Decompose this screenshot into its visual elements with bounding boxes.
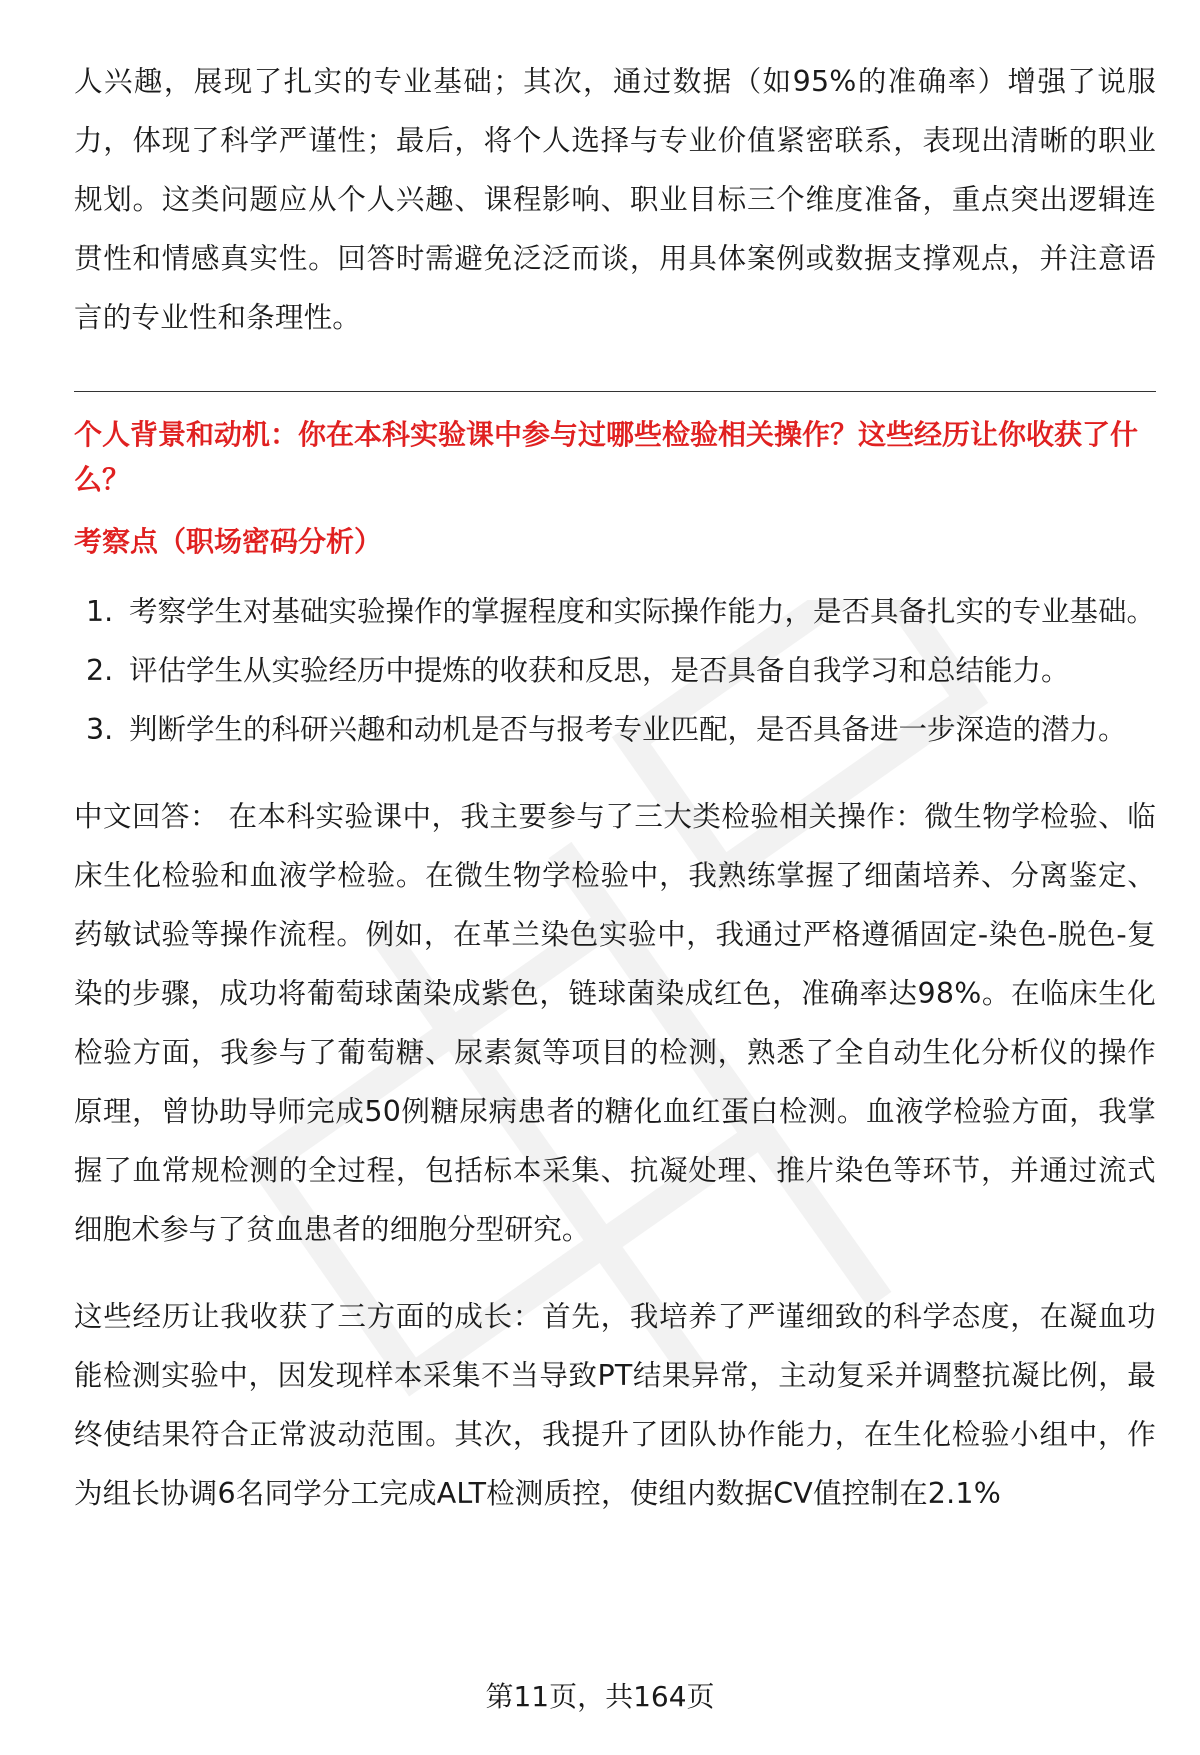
list-item-number: 2. <box>86 654 114 687</box>
answer-paragraph-1: 中文回答： 在本科实验课中，我主要参与了三大类检验相关操作：微生物学检验、临床生化检验和血液学检验。在微生物学检验中，我熟练掌握了细菌培养、分离鉴定、药敏试验等操作流程。例如，在革兰染色实验中，我通过严格遵循固定-染色-脱色-复染的步骤，成功将葡萄球菌染成紫色，链球菌染成红色，准确率达98%。在临床生化检验方面，我参与了葡萄糖、尿素氮等项目的检测，熟悉了全自动生化分析仪的操作原理，曾协助导师完成50例糖尿病患者的糖化血红蛋白检测。血液学检验方面，我掌握了血常规检测的全过程，包括标本采集、抗凝处理、推片染色等环节，并通过流式细胞术参与了贫血患者的细胞分型研究。 <box>74 800 1156 1246</box>
page-number-footer: 第11页，共164页 <box>485 1680 715 1713</box>
list-item-text: 评估学生从实验经历中提炼的收获和反思，是否具备自我学习和总结能力。 <box>129 654 1070 687</box>
list-item <box>74 582 1156 641</box>
list-item <box>74 700 1156 759</box>
intro-paragraph: 人兴趣，展现了扎实的专业基础；其次，通过数据（如95%的准确率）增强了说服力，体现了科学严谨性；最后，将个人选择与专业价值紧密联系，表现出清晰的职业规划。这类问题应从个人兴趣、课程影响、职业目标三个维度准备，重点突出逻辑连贯性和情感真实性。回答时需避免泛泛而谈，用具体案例或数据支撑观点，并注意语言的专业性和条理性。 <box>74 65 1156 334</box>
page-content <box>74 52 1156 1523</box>
list-item-number: 1. <box>86 595 114 628</box>
list-item <box>74 641 1156 700</box>
list-item-text: 判断学生的科研兴趣和动机是否与报考专业匹配，是否具备进一步深造的潜力。 <box>129 713 1127 746</box>
answer-paragraph-2: 这些经历让我收获了三方面的成长：首先，我培养了严谨细致的科学态度，在凝血功能检测实验中，因发现样本采集不当导致PT结果异常，主动复采并调整抗凝比例，最终使结果符合正常波动范围。其次，我提升了团队协作能力，在生化检验小组中，作为组长协调6名同学分工完成ALT检测质控，使组内数据CV值控制在2.1% <box>74 1300 1156 1510</box>
list-item-text: 考察学生对基础实验操作的掌握程度和实际操作能力，是否具备扎实的专业基础。 <box>129 595 1156 628</box>
list-item-number: 3. <box>86 713 114 746</box>
question-title: 个人背景和动机：你在本科实验课中参与过哪些检验相关操作？这些经历让你收获了什么？ <box>74 418 1139 496</box>
assessment-heading: 考察点（职场密码分析） <box>74 525 383 558</box>
section-divider <box>74 391 1156 392</box>
assessment-points-list <box>74 582 1156 759</box>
